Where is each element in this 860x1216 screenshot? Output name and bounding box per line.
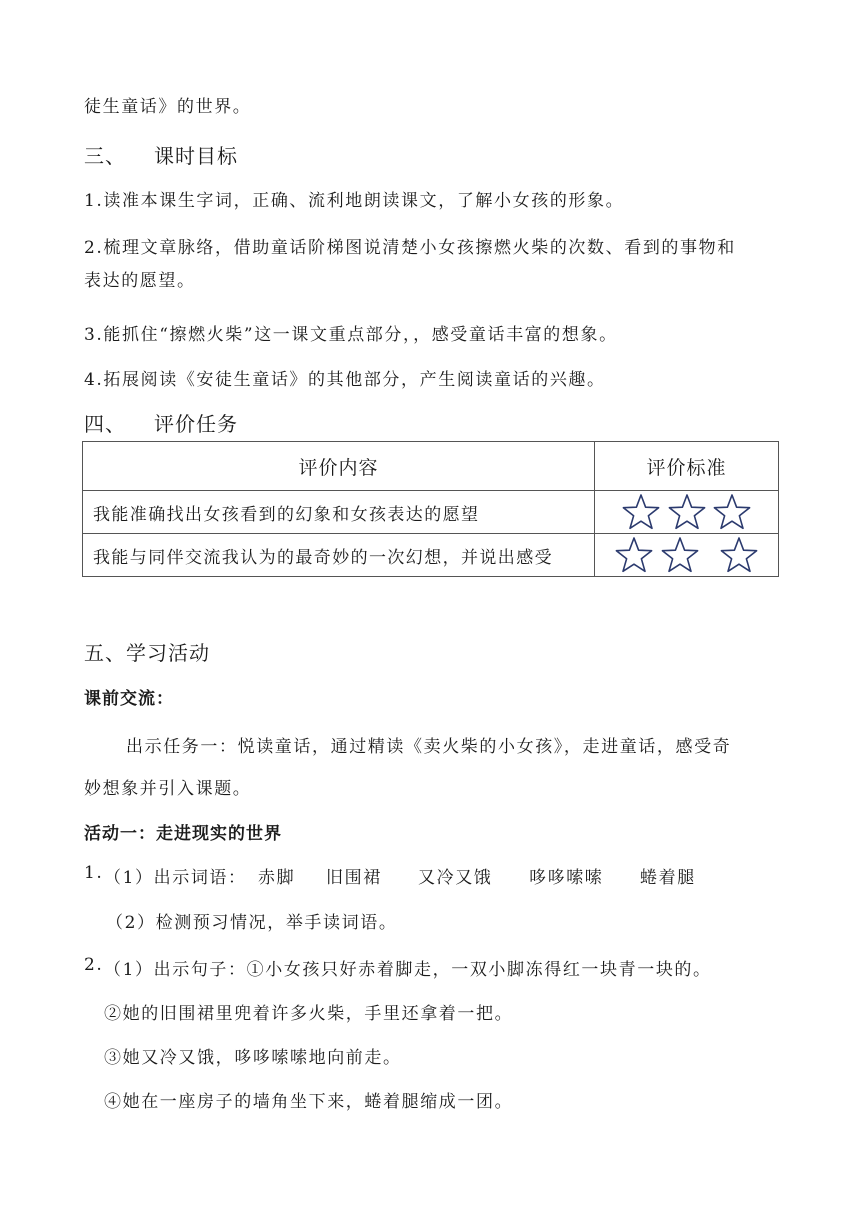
item-number: 1. [84, 863, 104, 883]
goal-item-continued: 表达的愿望。 [84, 271, 196, 291]
vocab-word: 蜷着腿 [640, 868, 696, 888]
sub-item: （2）检测预习情况，举手读词语。 [106, 913, 398, 933]
evaluation-table [82, 441, 779, 577]
header-standard: 评价标准 [595, 442, 779, 491]
section-title: 课时目标 [154, 144, 238, 168]
star-outline-icon [712, 493, 752, 531]
activity-title: 活动一：走进现实的世界 [84, 824, 282, 844]
pre-class-line: 妙想象并引入课题。 [84, 779, 252, 799]
section-heading-goals [84, 140, 238, 169]
vocab-word: 赤脚 [258, 868, 296, 888]
item-number: 2. [84, 955, 104, 975]
sentence-line: （1）出示句子：①小女孩只好赤着脚走，一双小脚冻得红一块青一块的。 [104, 960, 712, 980]
vocab-word: 哆哆嗦嗦 [529, 868, 604, 888]
eval-content-cell: 我能与同伴交流我认为的最奇妙的一次幻想，并说出感受 [83, 534, 595, 577]
section-number: 四、 [84, 412, 126, 436]
intro-tail: 徒生童话》的世界。 [84, 97, 252, 117]
section-heading-activities: 五、学习活动 [84, 641, 210, 665]
sentence-line: ④她在一座房子的墙角坐下来，蜷着腿缩成一团。 [104, 1092, 514, 1112]
star-outline-icon [660, 536, 700, 574]
goal-item: 3.能抓住“擦燃火柴”这一课文重点部分，，感受童话丰富的想象。 [84, 325, 618, 345]
star-outline-icon [614, 536, 654, 574]
pre-class-title: 课前交流： [84, 689, 174, 709]
star-outline-icon [719, 536, 759, 574]
section-title: 评价任务 [154, 412, 238, 436]
header-content: 评价内容 [83, 442, 595, 491]
section-number: 三、 [84, 144, 126, 168]
star-rating [595, 534, 779, 577]
table-header-row [83, 442, 779, 491]
star-rating [595, 491, 779, 534]
eval-content-cell: 我能准确找出女孩看到的幻象和女孩表达的愿望 [83, 491, 595, 534]
words-label: （1）出示词语： [104, 868, 247, 888]
sentence-line: ②她的旧围裙里兜着许多火柴，手里还拿着一把。 [104, 1004, 514, 1024]
section-heading-evaluation [84, 408, 238, 437]
star-outline-icon [621, 493, 661, 531]
table-row [83, 534, 779, 577]
vocab-word: 又冷又饿 [418, 868, 493, 888]
pre-class-line: 出示任务一：悦读童话，通过精读《卖火柴的小女孩》，走进童话，感受奇 [126, 737, 732, 757]
goal-item: 4.拓展阅读《安徒生童话》的其他部分，产生阅读童话的兴趣。 [84, 370, 606, 390]
vocab-word: 旧围裙 [326, 868, 382, 888]
goal-item: 2.梳理文章脉络，借助童话阶梯图说清楚小女孩擦燃火柴的次数、看到的事物和 [84, 238, 736, 258]
sentence-line: ③她又冷又饿，哆哆嗦嗦地向前走。 [104, 1048, 402, 1068]
star-outline-icon [667, 493, 707, 531]
goal-item: 1.读准本课生字词，正确、流利地朗读课文，了解小女孩的形象。 [84, 191, 625, 211]
table-row [83, 491, 779, 534]
